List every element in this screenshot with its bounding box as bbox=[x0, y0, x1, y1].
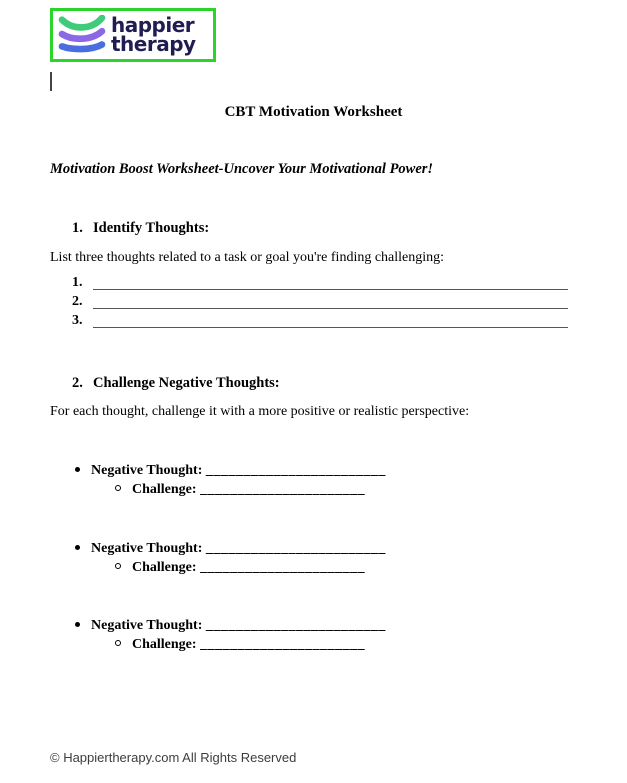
negative-thought-line bbox=[75, 541, 386, 557]
challenge-label: Challenge: bbox=[132, 560, 197, 575]
challenge-label: Challenge: bbox=[132, 482, 197, 497]
bullet-hollow-icon bbox=[115, 563, 121, 569]
negative-thought-label: Negative Thought: bbox=[91, 463, 203, 478]
negative-thought-blank[interactable]: ________________________ bbox=[205, 618, 386, 633]
section2-description: For each thought, challenge it with a more positive or realistic perspective: bbox=[50, 404, 470, 419]
section2-heading bbox=[72, 375, 280, 392]
section2-number: 2. bbox=[72, 375, 83, 391]
bullet-filled-icon bbox=[75, 467, 80, 472]
thought-line-1 bbox=[72, 274, 568, 290]
thought-line-2 bbox=[72, 293, 568, 309]
section1-number: 1. bbox=[72, 220, 83, 236]
section1-description: List three thoughts related to a task or goal you're finding challenging: bbox=[50, 250, 445, 265]
negative-thought-blank[interactable]: ________________________ bbox=[205, 541, 386, 556]
challenge-line bbox=[115, 482, 365, 498]
bullet-hollow-icon bbox=[115, 485, 121, 491]
logo-wordmark bbox=[111, 13, 196, 56]
thought-line-2-rule[interactable] bbox=[93, 294, 568, 309]
worksheet-subtitle: Motivation Boost Worksheet-Uncover Your Motivational Power! bbox=[50, 161, 434, 177]
bullet-filled-icon bbox=[75, 622, 80, 627]
negative-thought-label: Negative Thought: bbox=[91, 541, 203, 556]
logo-word-therapy: therapy bbox=[111, 32, 196, 56]
challenge-blank[interactable]: ______________________ bbox=[200, 482, 366, 497]
negative-thought-line bbox=[75, 463, 386, 479]
text-cursor bbox=[50, 72, 52, 91]
negative-thought-label: Negative Thought: bbox=[91, 618, 203, 633]
thought-line-3-number: 3. bbox=[72, 313, 83, 328]
challenge-label: Challenge: bbox=[132, 637, 197, 652]
thought-line-3-rule[interactable] bbox=[93, 313, 568, 328]
section1-heading bbox=[72, 220, 209, 237]
logo-word-happier: happier bbox=[111, 13, 195, 38]
page-title: CBT Motivation Worksheet bbox=[224, 104, 403, 120]
thought-line-1-number: 1. bbox=[72, 275, 83, 290]
negative-thought-line bbox=[75, 618, 386, 634]
thought-line-2-number: 2. bbox=[72, 294, 83, 309]
negative-thought-blank[interactable]: ________________________ bbox=[205, 463, 386, 478]
section1-heading-label: Identify Thoughts: bbox=[93, 220, 210, 236]
challenge-line bbox=[115, 637, 365, 653]
thought-line-1-rule[interactable] bbox=[93, 275, 568, 290]
happier-therapy-logo bbox=[50, 8, 216, 62]
thought-line-3 bbox=[72, 312, 568, 328]
challenge-blank[interactable]: ______________________ bbox=[200, 560, 366, 575]
section2-heading-label: Challenge Negative Thoughts: bbox=[93, 375, 280, 391]
bullet-filled-icon bbox=[75, 545, 80, 550]
challenge-blank[interactable]: ______________________ bbox=[200, 637, 366, 652]
bullet-hollow-icon bbox=[115, 640, 121, 646]
logo-waves-icon bbox=[57, 15, 107, 55]
challenge-line bbox=[115, 560, 365, 576]
copyright-footer: © Happiertherapy.com All Rights Reserved bbox=[50, 750, 297, 765]
